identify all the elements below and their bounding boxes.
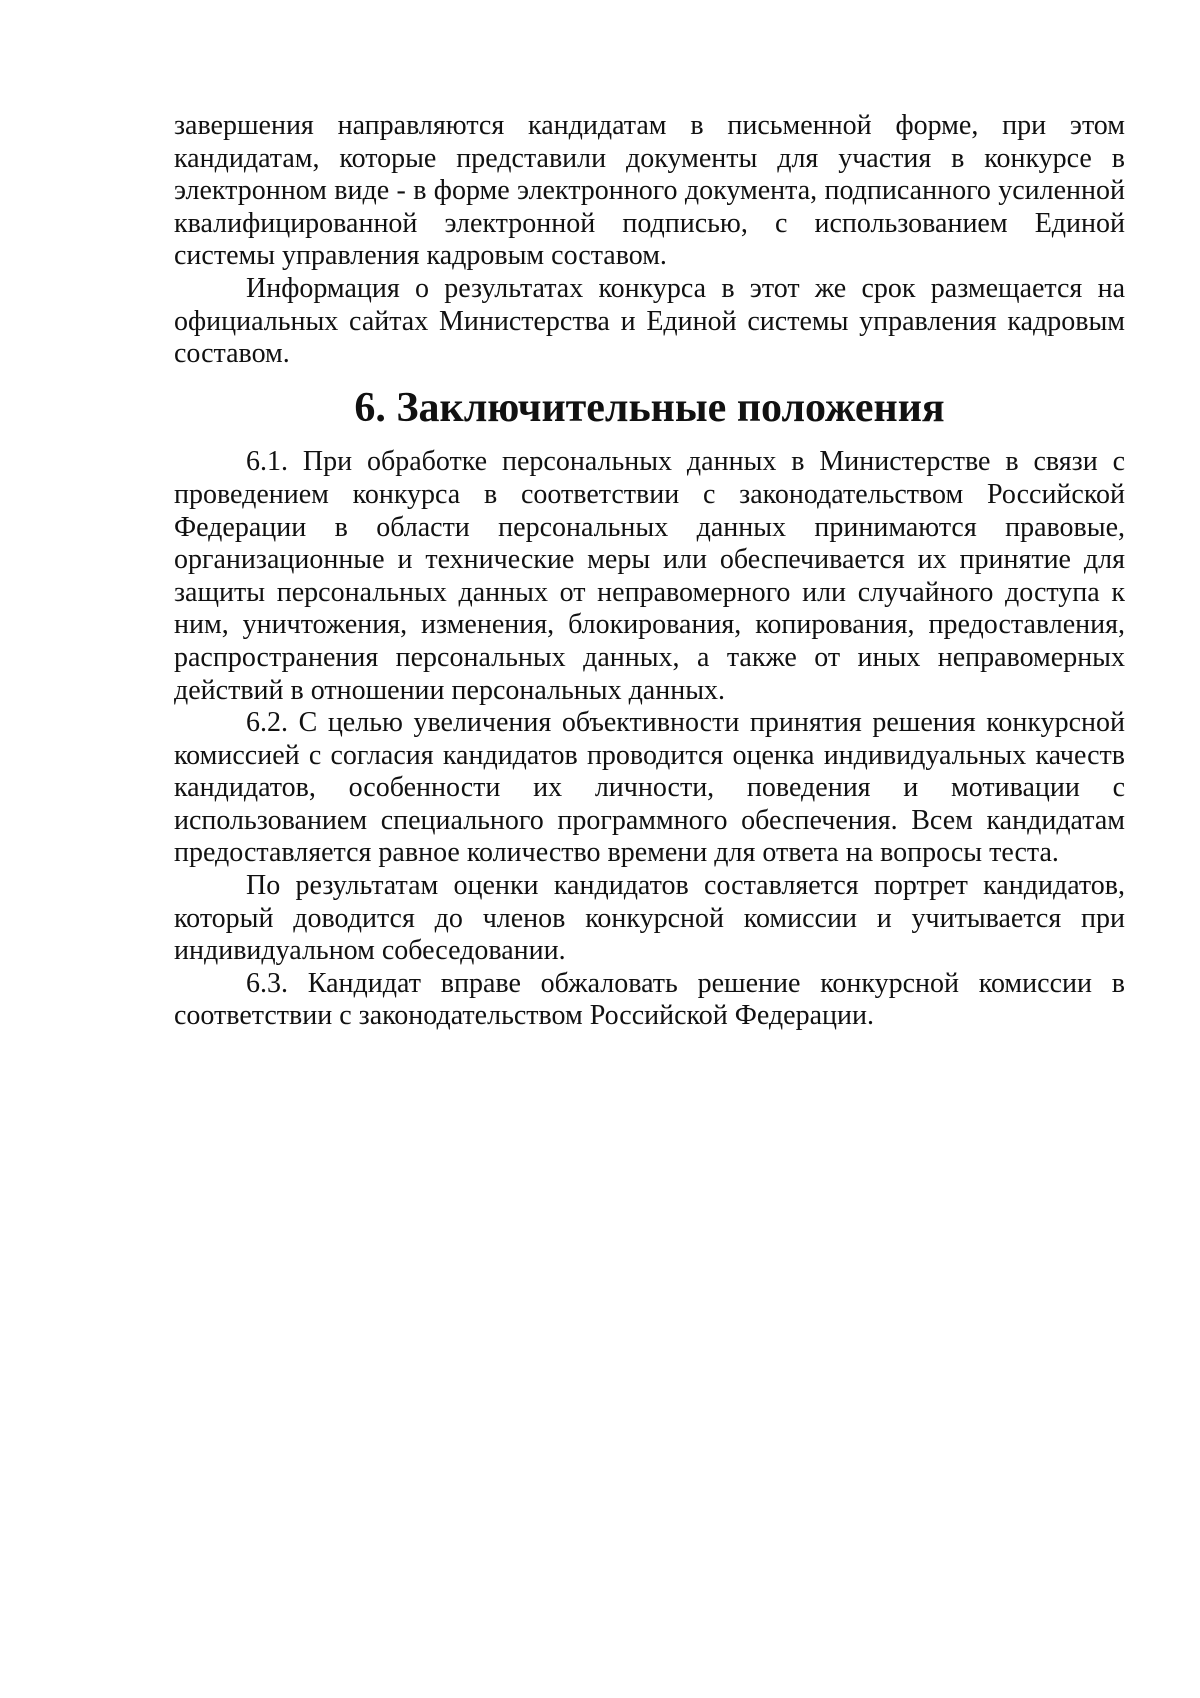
paragraph-6-2: 6.2. С целью увеличения объективности принятия решения конкурсной комиссией с согласия кандидатов проводится оценка индивидуальных качеств кандидатов, особенности их личности, поведения и мотивации с использованием специального программного обеспечения. Всем кандидатам предоставляется равное количество времени для ответа на вопросы теста. xyxy=(174,707,1125,869)
paragraph-assessment-portrait: По результатам оценки кандидатов составляется портрет кандидатов, который доводится до членов конкурсной комиссии и учитывается при индивидуальном собеседовании. xyxy=(174,870,1125,967)
paragraph-6-1: 6.1. При обработке персональных данных в Министерстве в связи с проведением конкурса в соответствии с законодательством Российской Федерации в области персональных данных принимаются правовые, организационные и технические меры или обеспечивается их принятие для защиты персональных данных от неправомерного или случайного доступа к ним, уничтожения, изменения, блокирования, копирования, предоставления, распространения персональных данных, а также от иных неправомерных действий в отношении персональных данных. xyxy=(174,446,1125,706)
paragraph-results-notification: завершения направляются кандидатам в письменной форме, при этом кандидатам, которые представили документы для участия в конкурсе в электронном виде - в форме электронного документа, подписанного усиленной квалифицированной электронной подписью, с использованием Единой системы управления кадровым составом. xyxy=(174,110,1125,272)
section-heading: 6. Заключительные положения xyxy=(354,384,945,431)
paragraph-results-publication: Информация о результатах конкурса в этот же срок размещается на официальных сайтах Министерства и Единой системы управления кадровым составом. xyxy=(174,272,1125,370)
document-page xyxy=(174,110,1125,1033)
paragraph-6-3: 6.3. Кандидат вправе обжаловать решение конкурсной комиссии в соответствии с законодательством Российской Федерации. xyxy=(174,967,1125,1032)
